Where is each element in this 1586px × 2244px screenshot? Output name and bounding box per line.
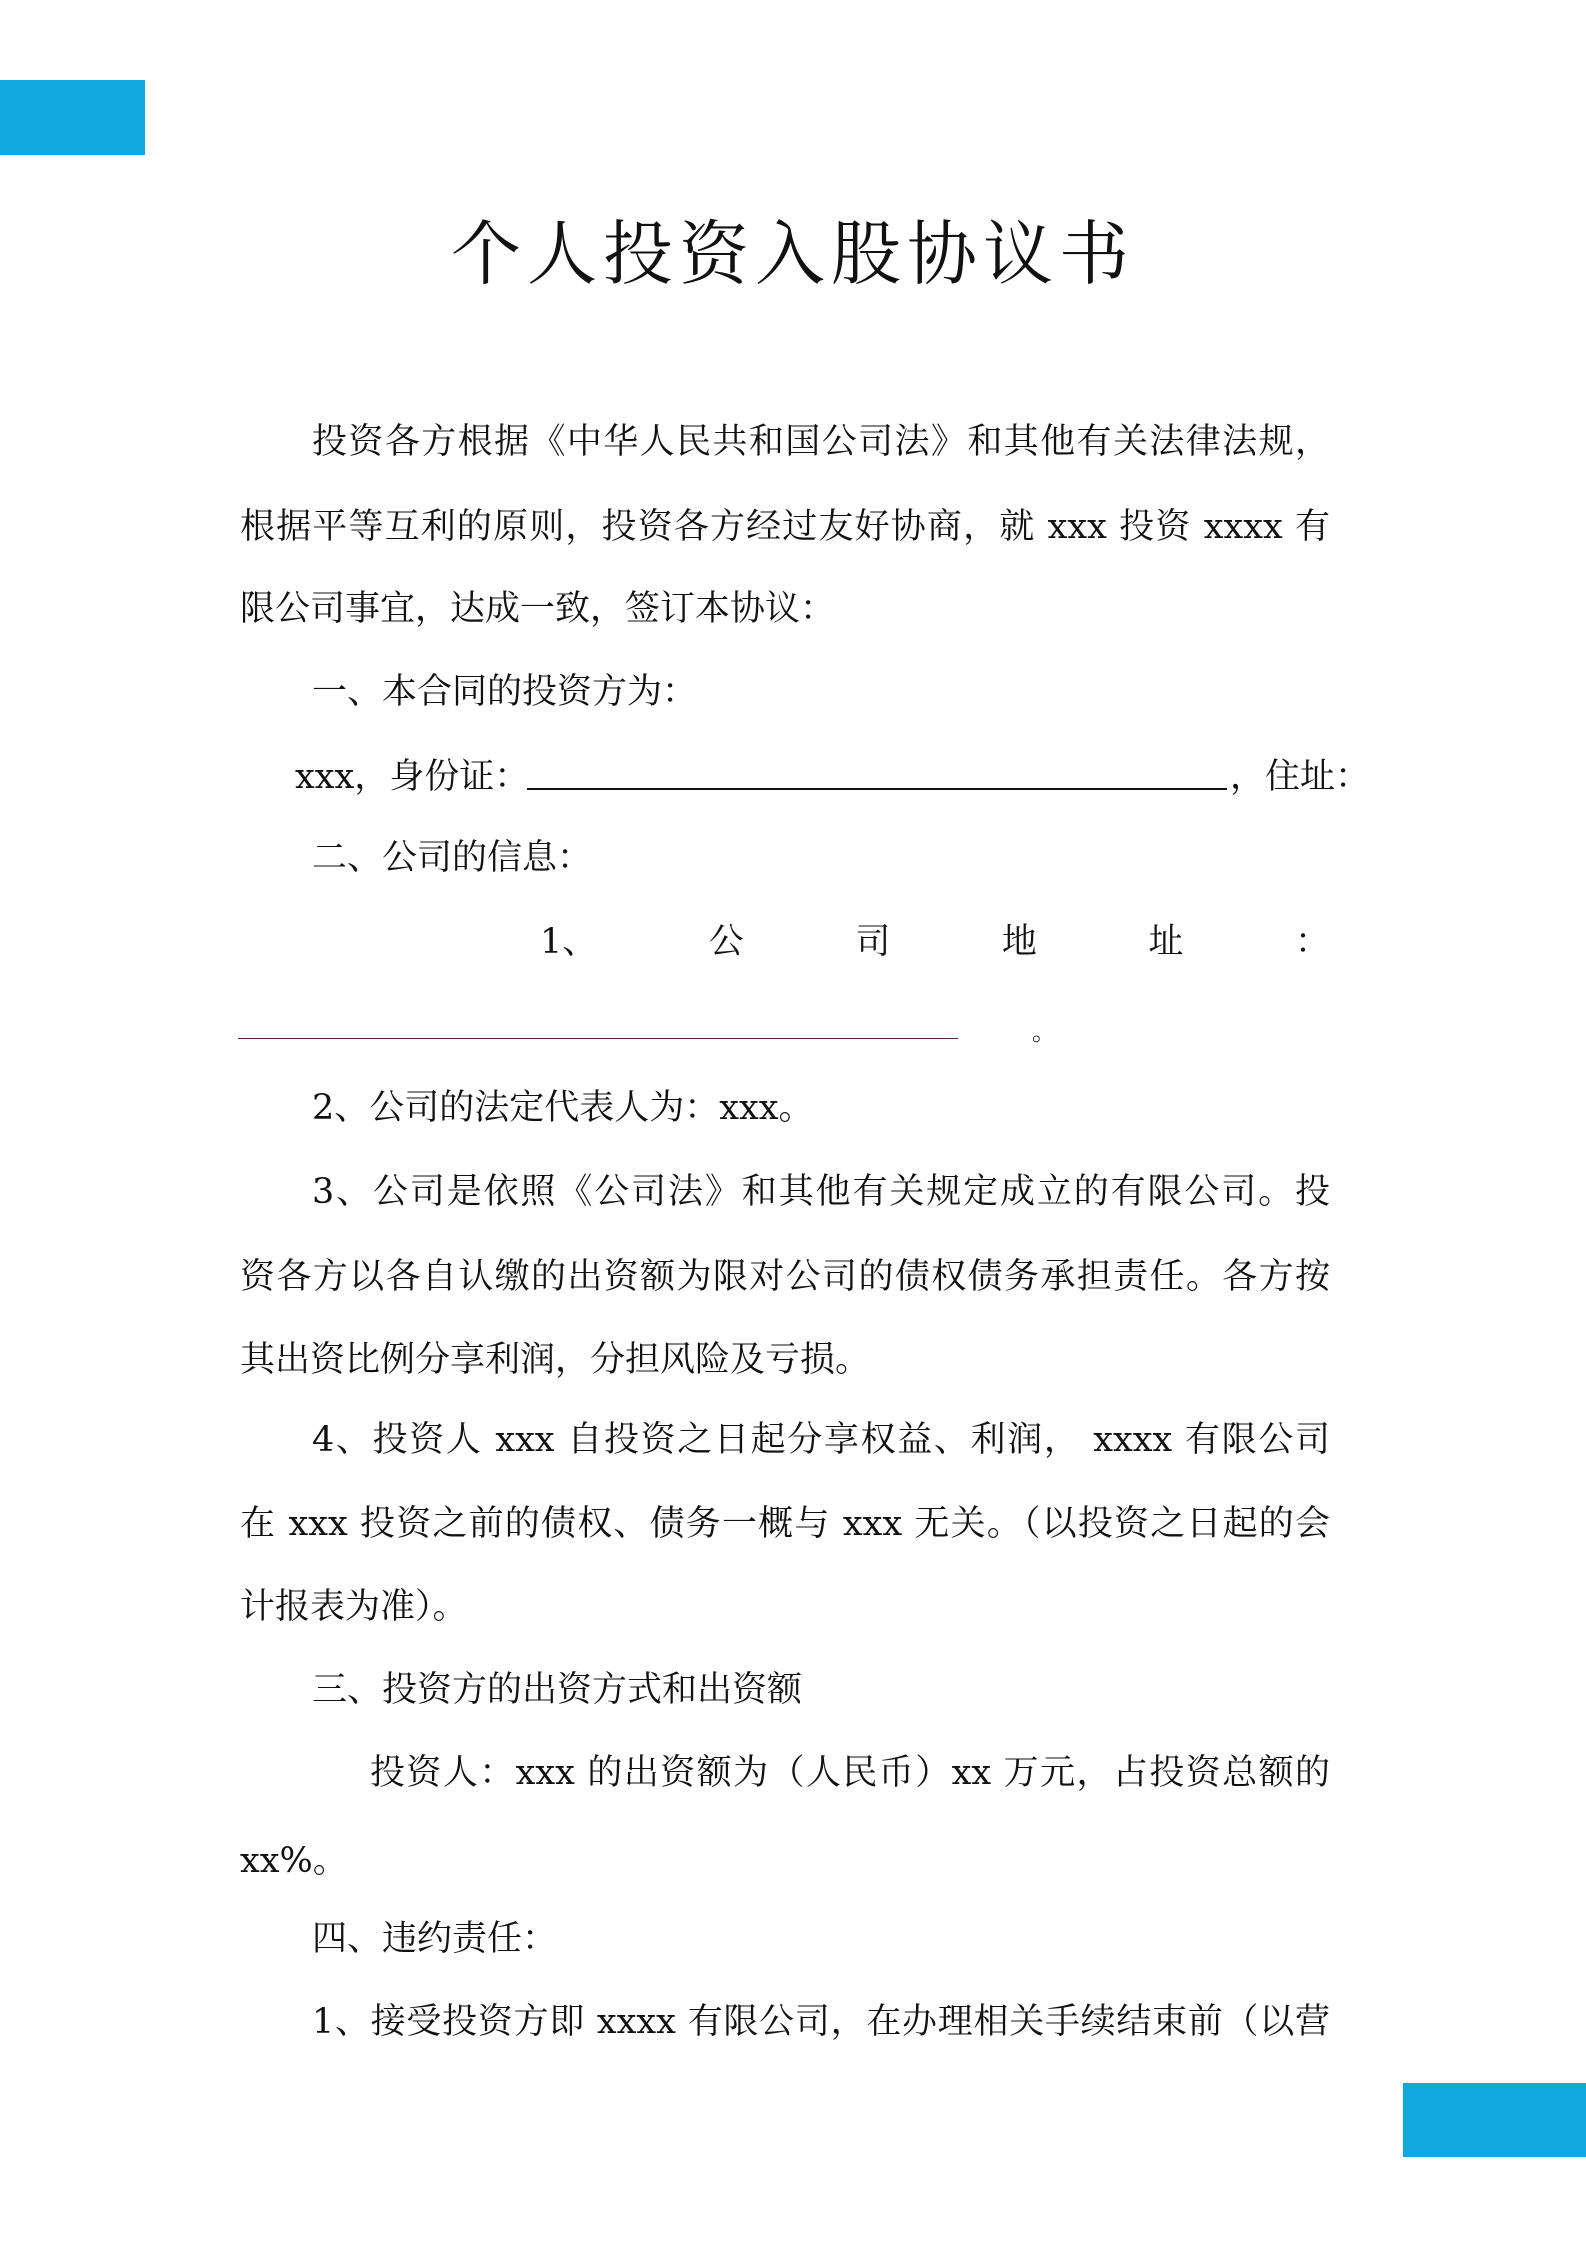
investor-id-label: xxx，身份证： bbox=[295, 757, 530, 797]
item4-line1: 4、投资人 xxx 自投资之日起分享权益、利润， xxxx 有限公司 bbox=[312, 1420, 1330, 1460]
corner-decoration-bottom bbox=[1403, 2083, 1586, 2157]
legal-representative: 2、公司的法定代表人为：xxx。 bbox=[312, 1088, 814, 1128]
item4-line2: 在 xxx 投资之前的债权、债务一概与 xxx 无关。（以投资之日起的会 bbox=[240, 1504, 1330, 1544]
char: 址 bbox=[1148, 922, 1184, 962]
corner-decoration-top bbox=[0, 80, 145, 155]
para1-line1: 投资各方根据《中华人民共和国公司法》和其他有关法律法规， bbox=[312, 422, 1330, 462]
char: 地 bbox=[1001, 922, 1037, 962]
id-number-blank[interactable] bbox=[527, 788, 1227, 790]
investment-amount-line1: 投资人：xxx 的出资额为（人民币）xx 万元，占投资总额的 bbox=[370, 1753, 1330, 1793]
section3-heading: 三、投资方的出资方式和出资额 bbox=[312, 1670, 803, 1710]
char: 1、 bbox=[540, 922, 598, 962]
section2-heading: 二、公司的信息： bbox=[312, 838, 593, 878]
address-label: ，住址： bbox=[1230, 757, 1371, 797]
para1-line2: 根据平等互利的原则，投资各方经过友好协商，就 xxx 投资 xxxx 有 bbox=[240, 507, 1330, 547]
section4-heading: 四、违约责任： bbox=[312, 1919, 558, 1959]
company-address-blank[interactable] bbox=[238, 1038, 958, 1039]
investment-amount-line2: xx%。 bbox=[240, 1841, 348, 1881]
company-address-label bbox=[540, 920, 1330, 964]
para1-line3: 限公司事宜，达成一致，签订本协议： bbox=[240, 589, 836, 629]
item4-line3: 计报表为准）。 bbox=[240, 1587, 468, 1627]
char: ： bbox=[1294, 922, 1330, 962]
section1-heading: 一、本合同的投资方为： bbox=[312, 672, 698, 712]
item3-line3: 其出资比例分享利润，分担风险及亏损。 bbox=[240, 1340, 871, 1380]
item3-line2: 资各方以各自认缴的出资额为限对公司的债权债务承担责任。各方按 bbox=[240, 1257, 1330, 1297]
item3-line1: 3、公司是依照《公司法》和其他有关规定成立的有限公司。投 bbox=[312, 1172, 1330, 1212]
char: 公 bbox=[708, 922, 744, 962]
address-period: 。 bbox=[1032, 1018, 1056, 1046]
document-title: 个人投资入股协议书 bbox=[451, 213, 1135, 295]
liability-line1: 1、接受投资方即 xxxx 有限公司，在办理相关手续结束前（以营 bbox=[312, 2002, 1330, 2042]
char: 司 bbox=[855, 922, 891, 962]
